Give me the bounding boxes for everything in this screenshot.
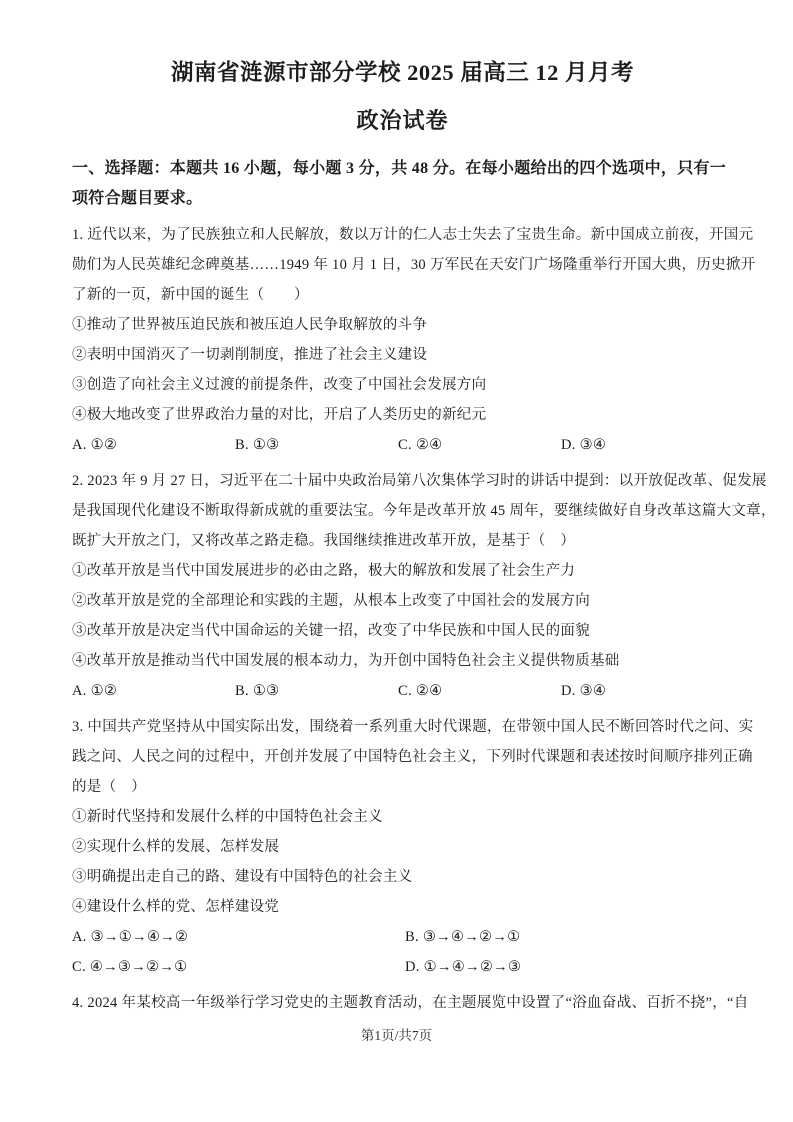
question-3-statement-4: ④建设什么样的党、怎样建设党 bbox=[72, 899, 280, 915]
question-3-statement-2: ②实现什么样的发展、怎样发展 bbox=[72, 839, 280, 855]
question-1-statement-3: ③创造了向社会主义过渡的前提条件，改变了中国社会发展方向 bbox=[72, 377, 487, 393]
question-3-choices-row-2 bbox=[72, 952, 733, 982]
question-1-statement-2: ②表明中国消灭了一切剥削制度，推进了社会主义建设 bbox=[72, 347, 428, 363]
question-3-choice-c: C. ④→③→②→① bbox=[72, 959, 188, 975]
page-title: 湖南省涟源市部分学校 2025 届高三 12 月月考 bbox=[170, 60, 634, 85]
question-2-statement-4: ④改革开放是推动当代中国发展的根本动力，为开创中国特色社会主义提供物质基础 bbox=[72, 653, 620, 669]
question-2-stem-line-1: 2. 2023 年 9 月 27 日，习近平在二十届中央政治局第八次集体学习时的讲话中提到：以开放促改革、促发展 bbox=[72, 473, 767, 489]
question-3 bbox=[72, 712, 754, 982]
question-2-stem-line-2: 是我国现代化建设不断取得新成就的重要法宝。今年是改革开放 45 周年，要继续做好自身改革这篇大文章， bbox=[72, 503, 776, 519]
question-3-statement-1: ①新时代坚持和发展什么样的中国特色社会主义 bbox=[72, 809, 383, 825]
question-2 bbox=[72, 466, 776, 706]
question-3-choices-row-1 bbox=[72, 922, 733, 952]
question-3-choices bbox=[72, 922, 733, 982]
section-heading-line-2: 项符合题目要求。 bbox=[72, 190, 203, 207]
question-4-stem-line-1: 4. 2024 年某校高一年级举行学习党史的主题教育活动，在主题展览中设置了“浴血奋战、百折不挠”，“自 bbox=[72, 995, 749, 1011]
question-1-choices bbox=[72, 430, 733, 460]
question-3-choice-d: D. ①→④→②→③ bbox=[405, 959, 522, 975]
question-2-statement-1: ①改革开放是当代中国发展进步的必由之路，极大的解放和发展了社会生产力 bbox=[72, 563, 576, 579]
question-2-choice-c: C. ②④ bbox=[398, 683, 443, 699]
question-1-statement-4: ④极大地改变了世界政治力量的对比，开启了人类历史的新纪元 bbox=[72, 407, 487, 423]
question-1-stem-line-2: 勋们为人民英雄纪念碑奠基……1949 年 10 月 1 日，30 万军民在天安门广场隆重举行开国大典，历史掀开 bbox=[72, 257, 756, 273]
question-3-statement-3: ③明确提出走自己的路、建设有中国特色的社会主义 bbox=[72, 869, 413, 885]
question-2-stem-line-3: 既扩大开放之门，又将改革之路走稳。我国继续推进改革开放，是基于（ ） bbox=[72, 533, 576, 549]
page-footer bbox=[0, 1024, 793, 1044]
question-3-choice-a: A. ③→①→④→② bbox=[72, 929, 189, 945]
question-3-stem-line-3: 的是（ ） bbox=[72, 779, 146, 795]
section-heading bbox=[72, 154, 733, 214]
question-3-stem-line-1: 3. 中国共产党坚持从中国实际出发，围绕着一系列重大时代课题，在带领中国人民不断回答时代之问、实 bbox=[72, 719, 754, 735]
question-2-statement-2: ②改革开放是党的全部理论和实践的主题，从根本上改变了中国社会的发展方向 bbox=[72, 593, 590, 609]
question-2-choice-b: B. ①③ bbox=[235, 683, 280, 699]
question-1-choice-c: C. ②④ bbox=[398, 437, 443, 453]
question-1-stem-line-3: 了新的一页，新中国的诞生（ ） bbox=[72, 287, 309, 303]
question-3-stem-line-2: 践之问、人民之问的过程中，开创并发展了中国特色社会主义，下列时代课题和表述按时间顺序排列正确 bbox=[72, 749, 753, 765]
question-2-statement-3: ③改革开放是决定当代中国命运的关键一招，改变了中华民族和中国人民的面貌 bbox=[72, 623, 590, 639]
question-1-stem-line-1: 1. 近代以来，为了民族独立和人民解放，数以万计的仁人志士失去了宝贵生命。新中国成立前夜，开国元 bbox=[72, 227, 754, 243]
question-1-choice-a: A. ①② bbox=[72, 437, 118, 453]
page-number-text: 第1页/共7页 bbox=[360, 1028, 433, 1043]
section-heading-line-1: 一、选择题：本题共 16 小题，每小题 3 分，共 48 分。在每小题给出的四个选项中，只有一 bbox=[72, 160, 727, 177]
question-1-choice-b: B. ①③ bbox=[235, 437, 280, 453]
question-2-choice-a: A. ①② bbox=[72, 683, 118, 699]
page-subtitle: 政治试卷 bbox=[356, 108, 449, 133]
question-1-statement-1: ①推动了世界被压迫民族和被压迫人民争取解放的斗争 bbox=[72, 317, 428, 333]
question-2-choices bbox=[72, 676, 733, 706]
question-3-choice-b: B. ③→④→②→① bbox=[405, 929, 521, 945]
question-1-choice-d: D. ③④ bbox=[561, 437, 607, 453]
question-2-choice-d: D. ③④ bbox=[561, 683, 607, 699]
question-4 bbox=[72, 988, 749, 1018]
question-1 bbox=[72, 220, 756, 460]
